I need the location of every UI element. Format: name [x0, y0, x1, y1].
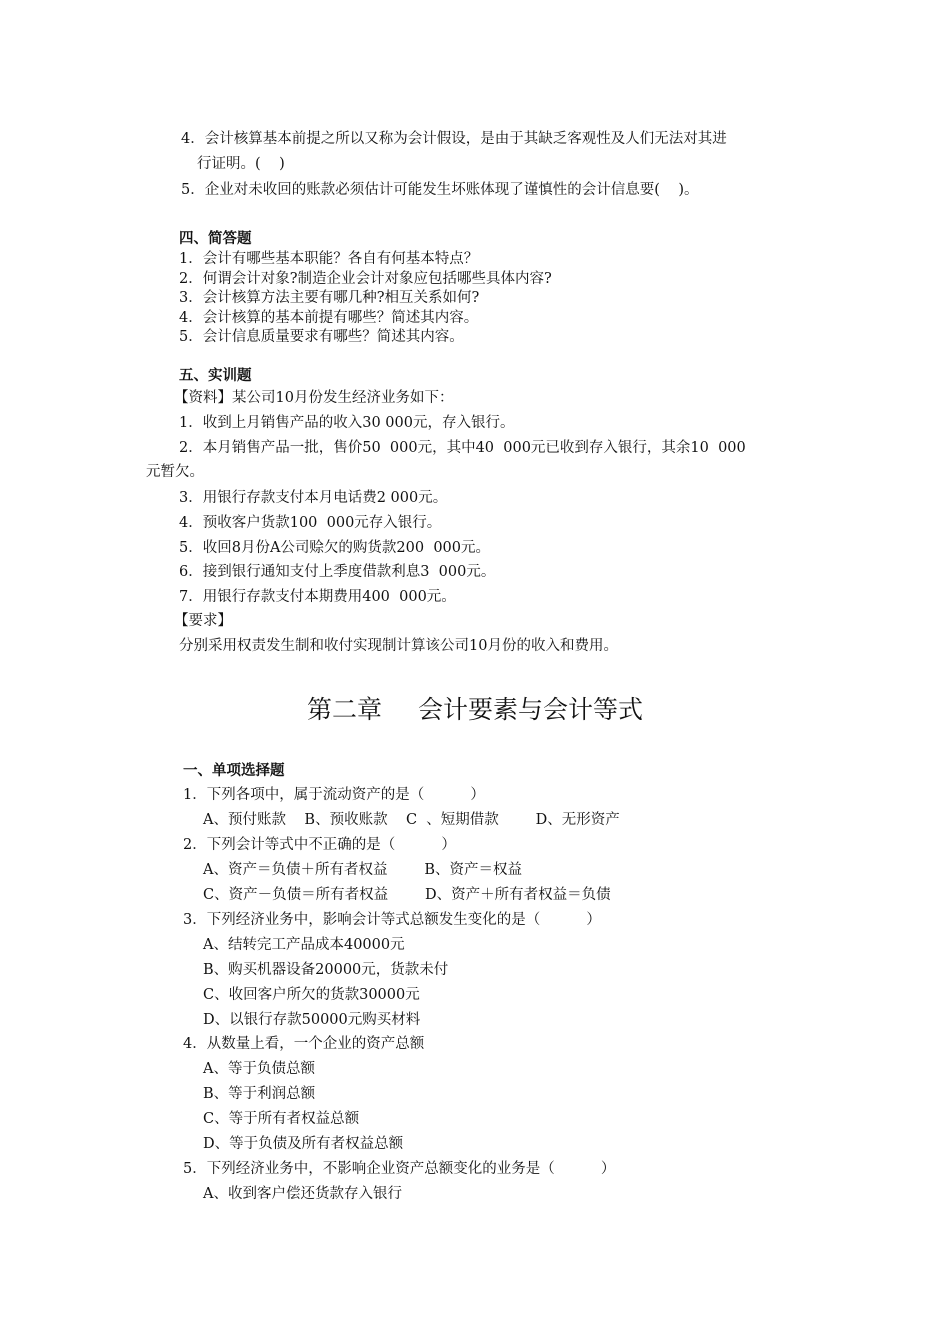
practice-item: 元暂欠。	[146, 464, 204, 480]
judge-q5: 5．企业对未收回的账款必须估计可能发生坏账体现了谨慎性的会计信息要( )。	[181, 182, 699, 198]
choice-option: D、等于负债及所有者权益总额	[203, 1136, 404, 1152]
practice-item: 6．接到银行通知支付上季度借款利息3 000元。	[179, 564, 496, 580]
practice-item: 5．收回8月份A公司赊欠的购货款200 000元。	[179, 540, 490, 556]
practice-requirement-label: 【要求】	[174, 613, 232, 629]
choice-question: 4．从数量上看，一个企业的资产总额	[183, 1036, 425, 1052]
choice-option: A、等于负债总额	[203, 1061, 315, 1077]
practice-item: 7．用银行存款支付本期费用400 000元。	[179, 589, 456, 605]
short-answer-item: 3．会计核算方法主要有哪几种?相互关系如何?	[179, 290, 480, 306]
choice-option: B、等于利润总额	[203, 1086, 316, 1102]
short-answer-item: 2．何谓会计对象?制造企业会计对象应包括哪些具体内容?	[179, 271, 552, 287]
practice-item: 4．预收客户货款100 000元存入银行。	[179, 515, 442, 531]
chapter-name: 会计要素与会计等式	[418, 695, 644, 724]
choice-option: A、预付账款 B、预收账款 C 、短期借款 D、无形资产	[203, 812, 620, 828]
practice-item: 3．用银行存款支付本月电话费2 000元。	[179, 490, 448, 506]
judge-q4-line1: 4．会计核算基本前提之所以又称为会计假设，是由于其缺乏客观性及人们无法对其进	[181, 131, 727, 147]
choice-option: A、收到客户偿还货款存入银行	[203, 1186, 402, 1202]
choice-option: A、资产＝负债＋所有者权益 B、资产＝权益	[203, 862, 522, 878]
short-answer-item: 4．会计核算的基本前提有哪些？简述其内容。	[179, 310, 479, 326]
choice-question: 2．下列会计等式中不正确的是（ ）	[183, 837, 456, 853]
choice-option: C、资产－负债＝所有者权益 D、资产＋所有者权益＝负债	[203, 887, 611, 903]
practice-item: 1．收到上月销售产品的收入30 000元，存入银行。	[179, 415, 515, 431]
practice-heading: 五、实训题	[179, 368, 252, 384]
choice-option: C、等于所有者权益总额	[203, 1111, 360, 1127]
choice-option: C、收回客户所欠的货款30000元	[203, 987, 420, 1003]
choice-question: 3．下列经济业务中，影响会计等式总额发生变化的是（ ）	[183, 912, 601, 928]
single-choice-heading: 一、单项选择题	[183, 763, 285, 779]
short-answer-item: 5．会计信息质量要求有哪些？简述其内容。	[179, 329, 464, 345]
choice-question: 5．下列经济业务中，不影响企业资产总额变化的业务是（ ）	[183, 1161, 616, 1177]
practice-requirement: 分别采用权责发生制和收付实现制计算该公司10月份的收入和费用。	[179, 638, 618, 654]
practice-material: 【资料】某公司10月份发生经济业务如下：	[174, 390, 454, 406]
choice-option: A、结转完工产品成本40000元	[203, 937, 405, 953]
short-answer-item: 1．会计有哪些基本职能？各自有何基本特点？	[179, 251, 479, 267]
choice-question: 1．下列各项中，属于流动资产的是（ ）	[183, 787, 485, 803]
judge-q4-line2: 行证明。( )	[197, 156, 285, 172]
practice-item: 2．本月销售产品一批，售价50 000元，其中40 000元已收到存入银行，其余10 000	[179, 440, 746, 456]
choice-option: B、购买机器设备20000元，货款未付	[203, 962, 449, 978]
chapter-title	[0, 693, 950, 727]
chapter-number: 第二章	[306, 695, 382, 724]
short-answer-heading: 四、简答题	[179, 231, 252, 247]
choice-option: D、以银行存款50000元购买材料	[203, 1012, 421, 1028]
